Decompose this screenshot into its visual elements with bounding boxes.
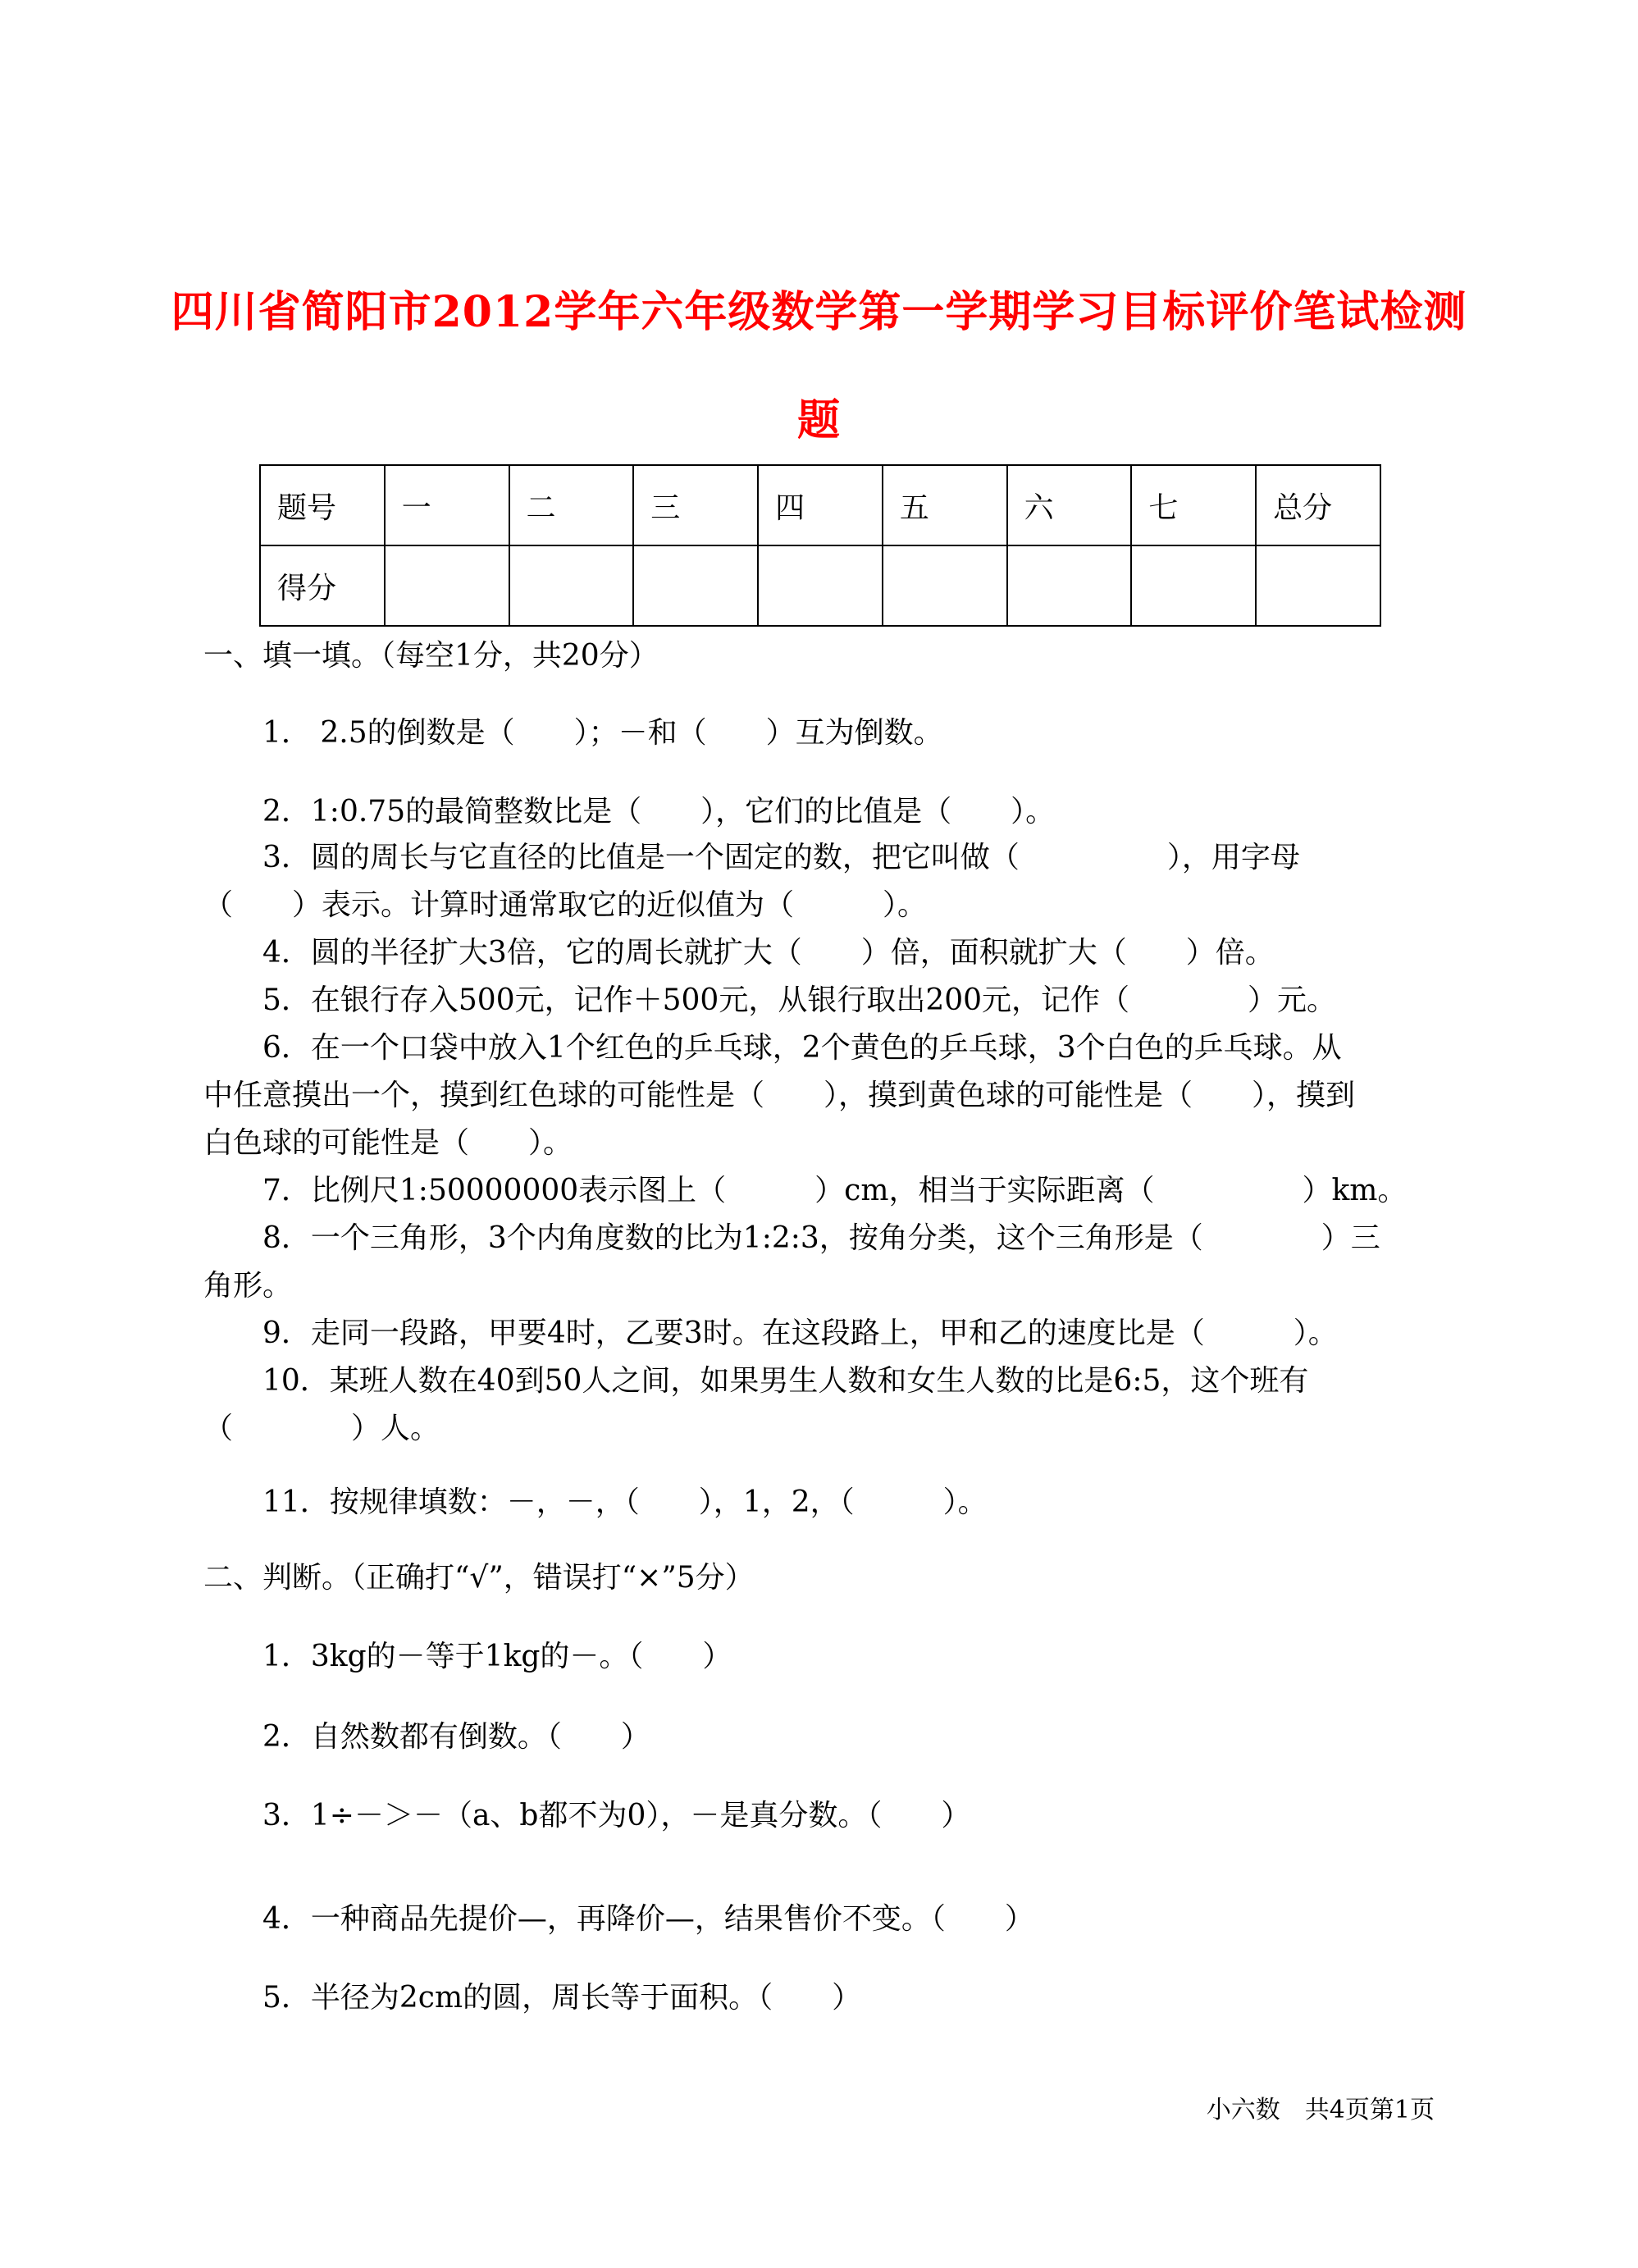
page-footer: 小六数 共4页第1页 [1206, 2096, 1435, 2124]
score-cell-label: 得分 [260, 545, 385, 626]
score-cell-blank [758, 545, 883, 626]
score-cell-blank [1007, 545, 1132, 626]
question-1-8: 8．一个三角形，3个内角度数的比为1:2:3，按角分类，这个三角形是（ ）三 [262, 1221, 1380, 1255]
score-table-header-row [260, 465, 1380, 545]
score-cell-header: 七 [1131, 465, 1256, 545]
score-cell-header: 六 [1007, 465, 1132, 545]
score-cell-blank [633, 545, 758, 626]
question-1-1: 1． 2.5的倒数是（ ）；－和（ ）互为倒数。 [262, 716, 943, 750]
question-2-4: 4．一种商品先提价—，再降价—，结果售价不变。（ ） [262, 1902, 1034, 1936]
question-1-6: 6．在一个口袋中放入1个红色的乒乓球，2个黄色的乒乓球，3个白色的乒乓球。从 [262, 1031, 1342, 1065]
score-cell-blank [509, 545, 634, 626]
score-cell-header: 五 [883, 465, 1007, 545]
score-cell-header: 三 [633, 465, 758, 545]
score-table-score-row [260, 545, 1380, 626]
question-1-6-cont2: 白色球的可能性是（ ）。 [203, 1126, 573, 1160]
question-2-3: 3．1÷－＞－（a、b都不为0），－是真分数。（ ） [262, 1799, 971, 1832]
score-table [259, 464, 1381, 627]
question-1-3: 3．圆的周长与它直径的比值是一个固定的数，把它叫做（ ），用字母 [262, 841, 1300, 874]
question-1-9: 9．走同一段路，甲要4时，乙要3时。在这段路上，甲和乙的速度比是（ ）。 [262, 1317, 1338, 1350]
question-1-3-cont: （ ）表示。计算时通常取它的近似值为（ ）。 [203, 888, 928, 922]
score-cell-blank [883, 545, 1007, 626]
score-cell-blank [385, 545, 509, 626]
question-1-10-cont: （ ）人。 [203, 1412, 440, 1445]
score-cell-label: 题号 [260, 465, 385, 545]
question-1-11: 11．按规律填数：－，－，（ ），1，2，（ ）。 [262, 1485, 988, 1519]
question-1-6-cont: 中任意摸出一个，摸到红色球的可能性是（ ），摸到黄色球的可能性是（ ），摸到 [203, 1079, 1356, 1112]
exam-title-line1: 四川省简阳市2012学年六年级数学第一学期学习目标评价笔试检测 [171, 287, 1467, 337]
question-2-1: 1．3kg的－等于1kg的－。（ ） [262, 1640, 732, 1673]
score-cell-blank [1131, 545, 1256, 626]
question-1-4: 4．圆的半径扩大3倍，它的周长就扩大（ ）倍，面积就扩大（ ）倍。 [262, 936, 1275, 970]
question-2-5: 5．半径为2cm的圆，周长等于面积。（ ） [262, 1981, 862, 2015]
question-2-2: 2．自然数都有倒数。（ ） [262, 1720, 650, 1754]
question-1-7: 7．比例尺1:50000000表示图上（ ）cm，相当于实际距离（ ）km。 [262, 1174, 1408, 1207]
exam-title-line2: 题 [796, 395, 841, 445]
section2-heading: 二、判断。（正确打“√”，错误打“×”5分） [203, 1561, 755, 1595]
score-cell-header: 一 [385, 465, 509, 545]
score-cell-header: 二 [509, 465, 634, 545]
section1-heading: 一、填一填。（每空1分，共20分） [203, 639, 659, 673]
question-1-5: 5．在银行存入500元，记作＋500元，从银行取出200元，记作（ ）元。 [262, 983, 1337, 1017]
question-1-8-cont: 角形。 [203, 1269, 293, 1303]
question-1-2: 2．1:0.75的最简整数比是（ ），它们的比值是（ ）。 [262, 795, 1056, 828]
question-1-10: 10．某班人数在40到50人之间，如果男生人数和女生人数的比是6:5，这个班有 [262, 1364, 1309, 1398]
score-cell-header: 四 [758, 465, 883, 545]
score-cell-blank [1256, 545, 1380, 626]
score-cell-header: 总分 [1256, 465, 1380, 545]
